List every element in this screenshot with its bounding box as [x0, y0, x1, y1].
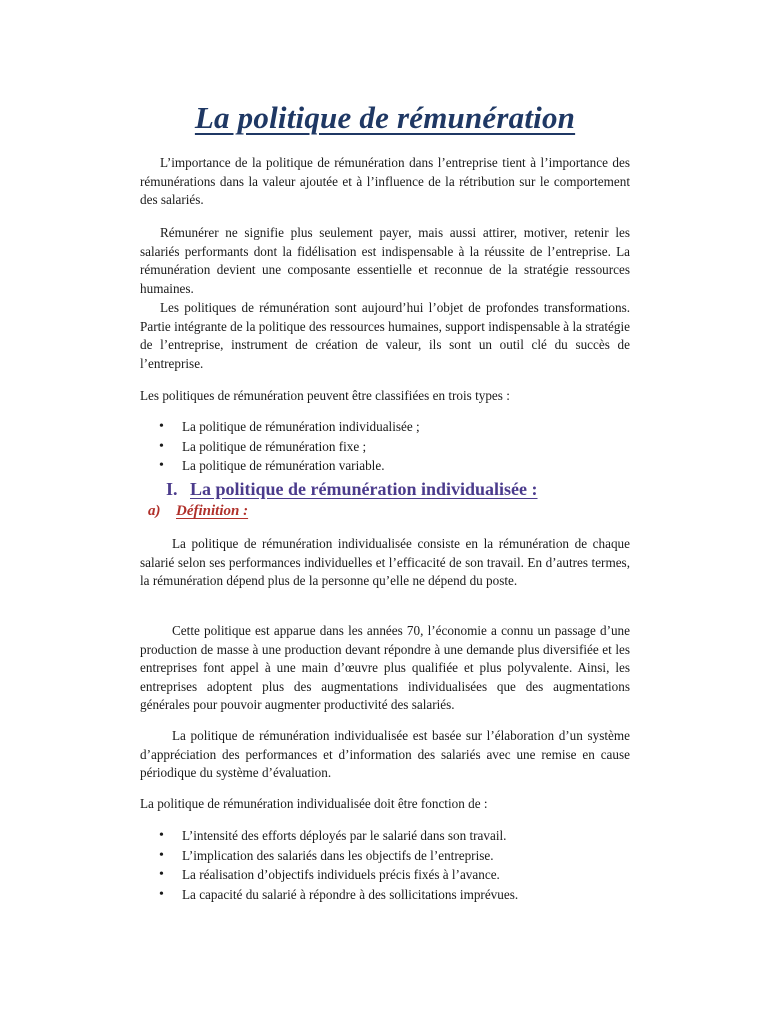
subsection-number: a) [148, 503, 161, 519]
paragraph-importance: L’importance de la politique de rémunération dans l’entreprise tient à l’importance des rémunérations dans la valeur ajoutée et à l’influence de la rétribution sur le comportement des salariés. [140, 155, 630, 207]
document-page [140, 0, 630, 1024]
list-item: • La politique de rémunération individualisée ; [140, 417, 630, 437]
list-item: • La capacité du salarié à répondre à des sollicitations imprévues. [140, 885, 630, 905]
section-title: La politique de rémunération individualisée : [190, 479, 538, 499]
subsection-heading-definition [148, 501, 248, 521]
paragraph-annees-70: Cette politique est apparue dans les années 70, l’économie a connu un passage d’une production de masse à une production devant répondre à une demande plus diversifiée et les entreprises font appel à une main d’œuvre plus qualifiée et plus polyvalente. Ainsi, les entreprises adoptent plus des augmentations individualisées que des augmentations générales pour pouvoir augmenter productivité des salariés. [140, 623, 630, 712]
paragraph-definition: La politique de rémunération individualisée consiste en la rémunération de chaque salarié selon ses performances individuelles et l’efficacité de son travail. En d’autres termes, la rémunération dépend plus de la personne qu’elle ne dépend du poste. [140, 536, 630, 588]
list-item: • La politique de rémunération fixe ; [140, 437, 630, 457]
document-title: La politique de rémunération [194, 100, 576, 135]
paragraph-types-intro: Les politiques de rémunération peuvent être classifiées en trois types : [140, 388, 510, 403]
paragraph-fonction-de: La politique de rémunération individualisée doit être fonction de : [140, 796, 488, 811]
subsection-title: Définition : [176, 503, 249, 519]
types-list [140, 417, 630, 476]
criteria-list [140, 826, 630, 904]
paragraph-transformations: Les politiques de rémunération sont aujourd’hui l’objet de profondes transformations. Partie intégrante de la politique des ressources humaines, support indispensable à la stratégie de l’entreprise, instrument de création de valeur, ils sont un outil clé du succès de l’entreprise. [140, 300, 630, 371]
list-item: • La réalisation d’objectifs individuels précis fixés à l’avance. [140, 865, 630, 885]
paragraph-appreciation: La politique de rémunération individualisée est basée sur l’élaboration d’un système d’appréciation des performances et d’information des salariés avec une remise en cause périodique du système d’évaluation. [140, 728, 630, 780]
list-item: • L’implication des salariés dans les objectifs de l’entreprise. [140, 846, 630, 866]
paragraph-remunerer: Rémunérer ne signifie plus seulement payer, mais aussi attirer, motiver, retenir les salariés performants dont la fidélisation est indispensable à la réussite de l’entreprise. La rémunération devient une composante essentielle et reconnue de la stratégie ressources humaines. [140, 225, 630, 296]
list-item: • La politique de rémunération variable. [140, 456, 630, 476]
section-heading-individualisee [166, 478, 538, 500]
section-number: I. [166, 479, 178, 499]
list-item: • L’intensité des efforts déployés par le salarié dans son travail. [140, 826, 630, 846]
